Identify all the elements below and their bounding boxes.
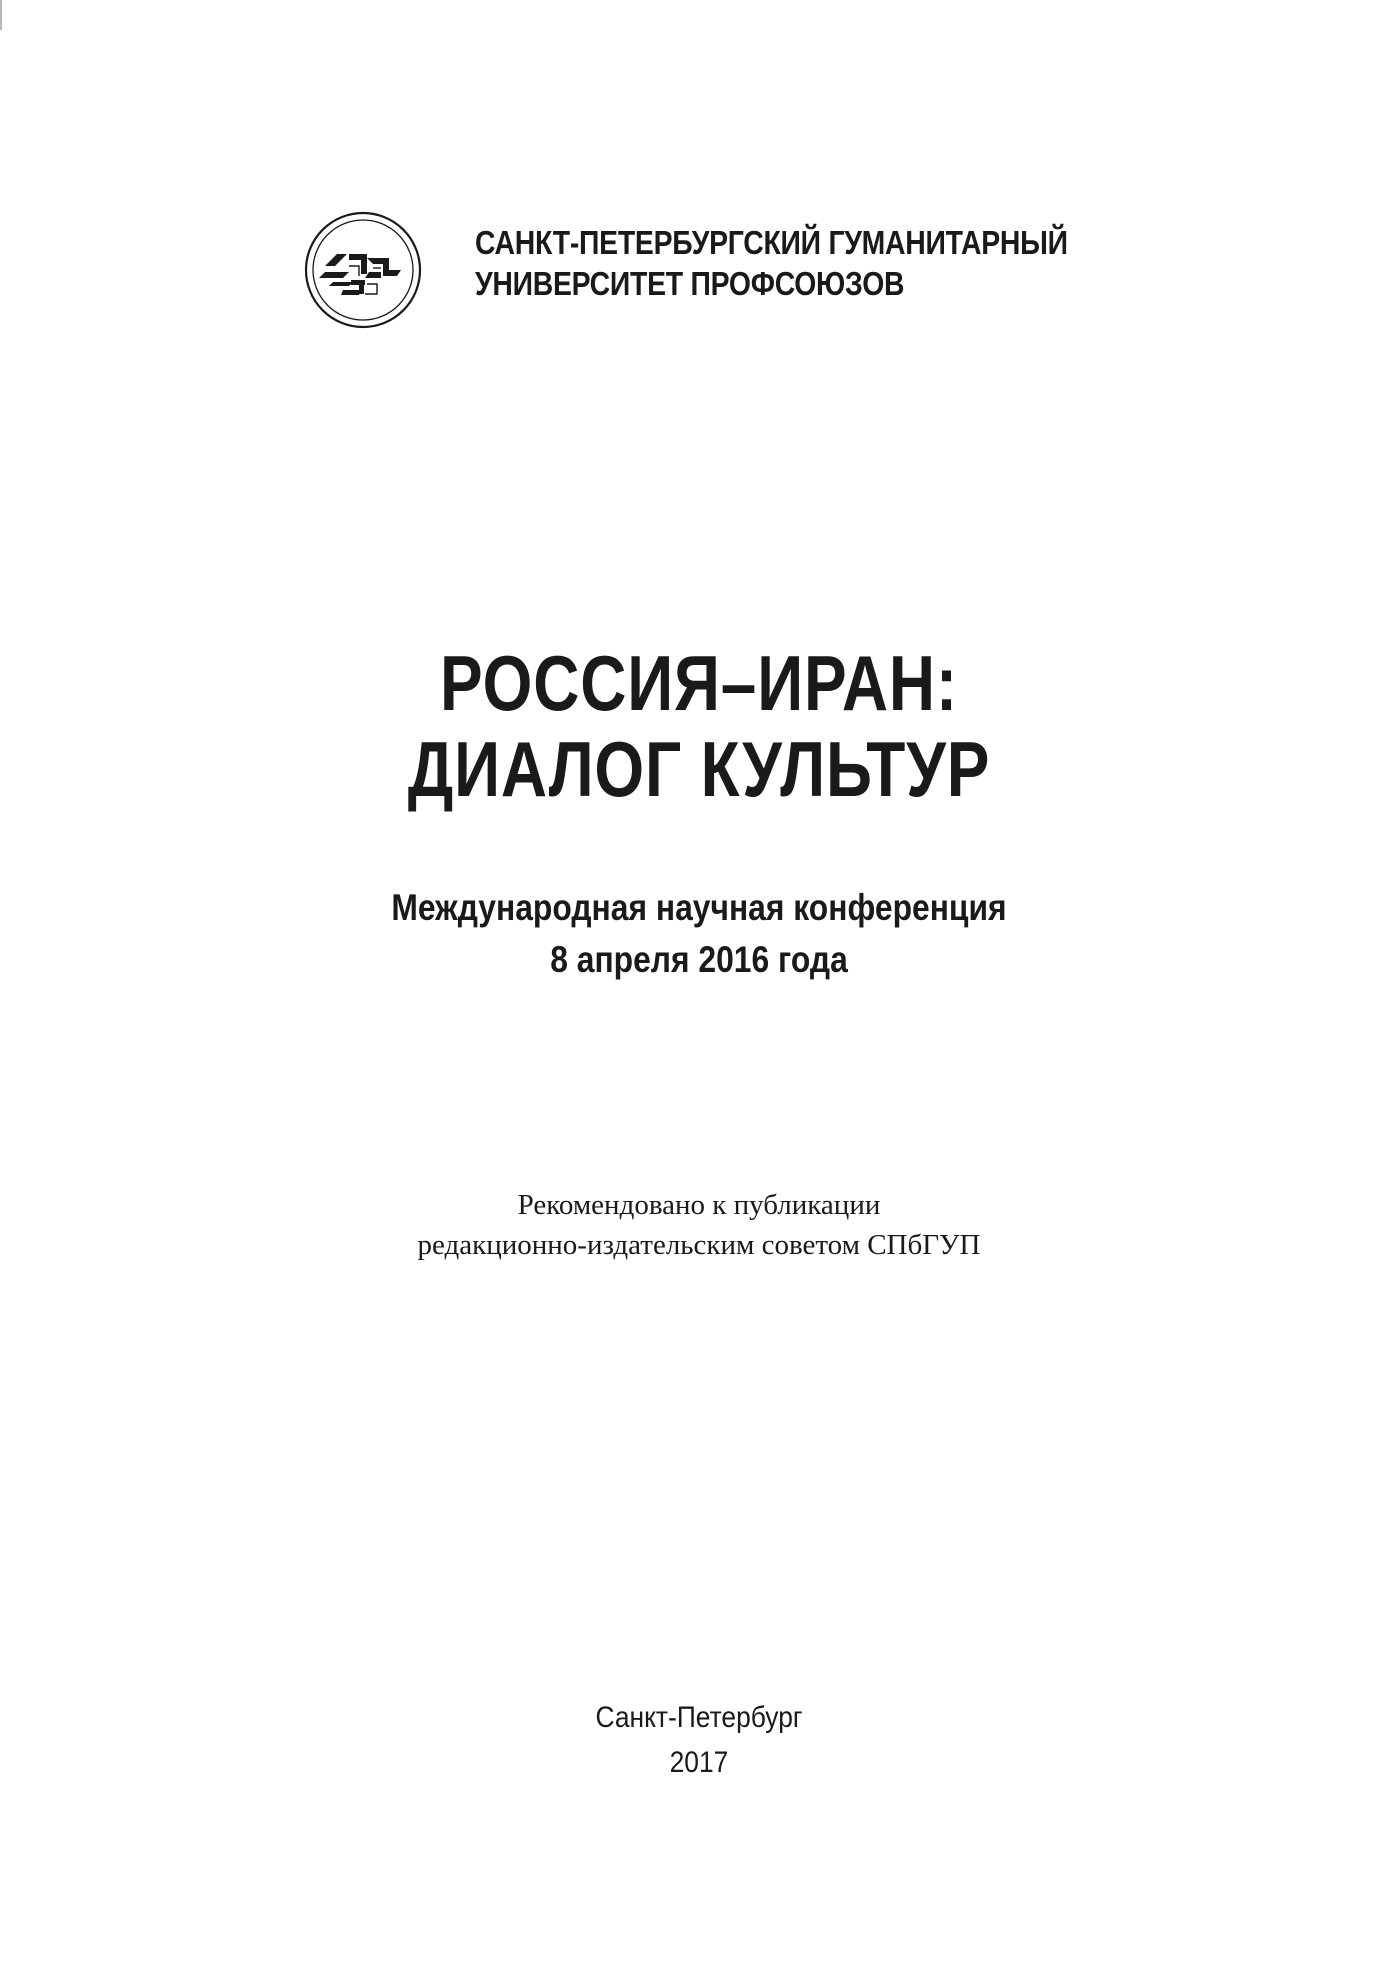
imprint-year: 2017 <box>669 1746 729 1779</box>
recommendation-line-2: редакционно-издательским советом СПбГУП <box>417 1229 981 1261</box>
university-name-line-1: САНКТ-ПЕТЕРБУРГСКИЙ ГУМАНИТАРНЫЙ <box>475 224 1068 261</box>
book-title <box>126 640 1272 812</box>
recommendation-line-1: Рекомендовано к публикации <box>517 1189 881 1221</box>
book-title-block <box>0 640 1398 812</box>
book-title-line-1: РОССИЯ–ИРАН: <box>439 639 958 727</box>
university-emblem-icon <box>303 210 423 330</box>
page-edge-mark <box>0 0 2 30</box>
publication-recommendation <box>0 1185 1398 1265</box>
university-name <box>475 222 1068 304</box>
conference-date: 8 апреля 2016 года <box>550 939 848 980</box>
imprint <box>84 1695 1314 1785</box>
publisher-header <box>303 210 1123 330</box>
conference-subtitle <box>98 882 1300 986</box>
university-name-line-2: УНИВЕРСИТЕТ ПРОФСОЮЗОВ <box>475 265 905 302</box>
book-title-line-2: ДИАЛОГ КУЛЬТУР <box>407 725 991 813</box>
imprint-city: Санкт-Петербург <box>595 1701 803 1734</box>
conference-name: Международная научная конференция <box>391 887 1007 928</box>
